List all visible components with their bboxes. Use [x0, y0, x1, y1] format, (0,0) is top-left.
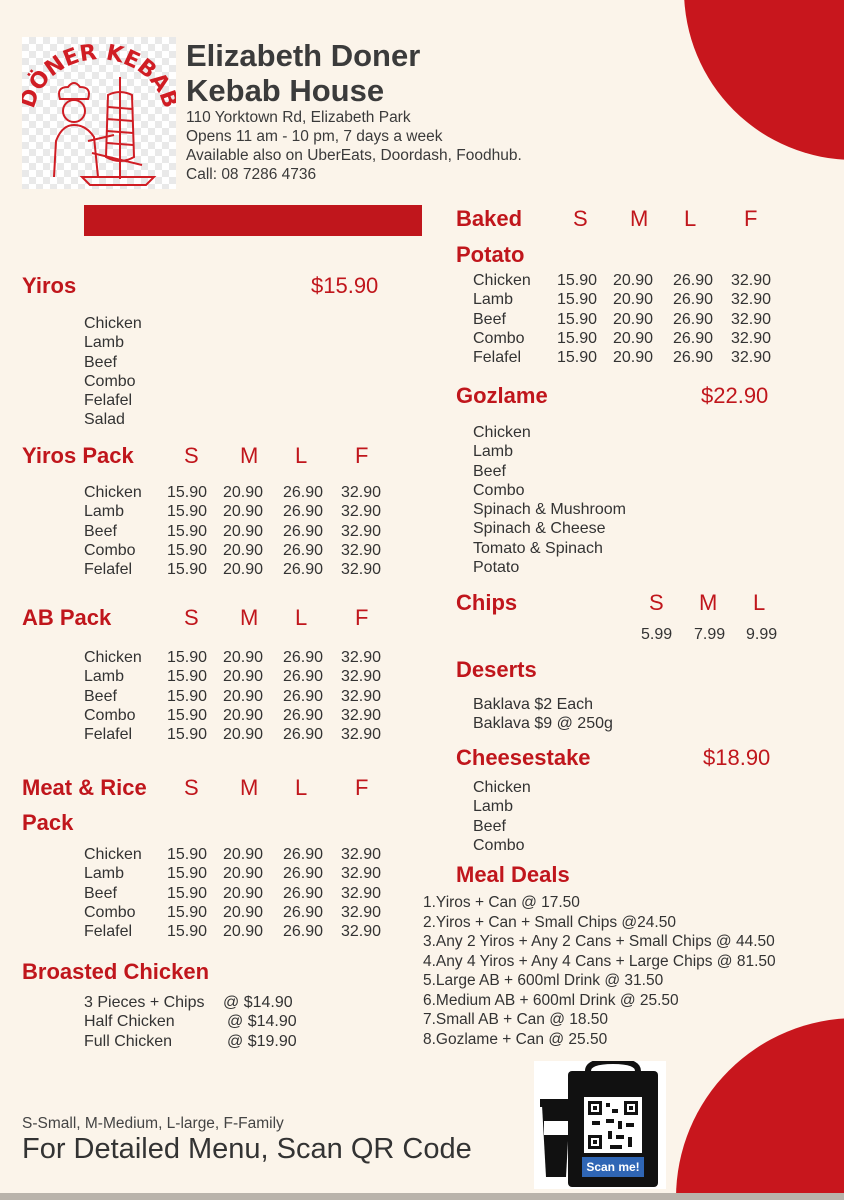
cheesestake-heading: Cheesestake: [456, 745, 591, 770]
list-item: Half Chicken: [84, 1013, 175, 1031]
table-cell-price: 15.90: [167, 503, 208, 521]
chips-size-l: L: [753, 590, 766, 615]
table-cell-price: 32.90: [341, 484, 382, 501]
table-cell-price: 15.90: [167, 726, 208, 744]
list-item: Beef: [473, 462, 506, 480]
list-item: 6.Medium AB + 600ml Drink @ 25.50: [423, 991, 679, 1009]
logo-text: ÖNER KEBA: [24, 40, 175, 97]
size-header-m: M: [240, 443, 259, 468]
scan-qr-text: For Detailed Menu, Scan QR Code: [22, 1133, 472, 1165]
baked-potato-heading-line2: Potato: [456, 242, 525, 267]
table-cell-price: 15.90: [167, 846, 208, 863]
table-cell-price: 15.90: [167, 561, 208, 579]
table-cell-price: 20.90: [223, 503, 264, 521]
yiros-heading: Yiros: [22, 273, 77, 298]
size-header-s: S: [184, 775, 199, 800]
list-item: 3 Pieces + Chips: [84, 994, 205, 1011]
table-cell-price: 32.90: [341, 561, 382, 579]
table-cell-price: 26.90: [673, 349, 714, 367]
doner-kebab-logo: [22, 37, 176, 189]
list-item: Lamb: [473, 443, 514, 461]
table-cell-price: 15.90: [557, 349, 598, 367]
table-cell-price: 15.90: [167, 687, 208, 705]
list-item: Baklava $9 @ 250g: [473, 715, 613, 733]
table-cell-price: 20.90: [223, 649, 264, 666]
table-row-name: Combo: [84, 706, 136, 724]
chips-price-l: 9.99: [746, 626, 778, 643]
table-row-name: Felafel: [473, 349, 522, 367]
list-item: Beef: [473, 817, 506, 835]
cheesestake-items: [473, 778, 531, 855]
shop-title: [186, 38, 486, 108]
item-price: @ $14.90: [223, 994, 293, 1011]
table-cell-price: 15.90: [167, 865, 208, 883]
table-cell-price: 26.90: [283, 484, 324, 501]
meat-rice-heading-line2: Pack: [22, 810, 74, 835]
table-cell-price: 32.90: [341, 541, 382, 559]
gozlame-heading: Gozlame: [456, 383, 548, 408]
table-cell-price: 26.90: [283, 726, 324, 744]
table-cell-price: 20.90: [613, 310, 654, 328]
list-item: Chicken: [84, 315, 142, 332]
table-cell-price: 32.90: [341, 903, 382, 921]
chips-size-s: S: [649, 590, 664, 615]
cheesestake-price: $18.90: [703, 745, 771, 770]
table-cell-price: 26.90: [673, 291, 714, 309]
table-cell-price: 15.90: [167, 706, 208, 724]
table-row-name: Lamb: [84, 668, 125, 686]
yiros-price: $15.90: [311, 273, 379, 298]
meal-deals-list: [423, 893, 776, 1049]
yiros-items: [84, 314, 142, 430]
table-row-name: Combo: [473, 329, 525, 347]
chips-heading: Chips: [456, 590, 518, 615]
list-item: Beef: [84, 353, 117, 371]
table-cell-price: 32.90: [341, 923, 382, 941]
list-item: 5.Large AB + 600ml Drink @ 31.50: [423, 972, 664, 989]
table-cell-price: 32.90: [341, 522, 382, 540]
table-row-name: Beef: [473, 310, 506, 328]
table-cell-price: 15.90: [167, 884, 208, 902]
table-cell-price: 32.90: [731, 310, 772, 328]
ab-pack-heading: AB Pack: [22, 605, 112, 630]
list-item: 2.Yiros + Can + Small Chips @24.50: [423, 913, 676, 931]
list-item: Chicken: [473, 424, 531, 441]
table-cell-price: 15.90: [167, 541, 208, 559]
table-cell-price: 15.90: [167, 484, 208, 501]
chips-price-s: 5.99: [641, 626, 673, 643]
table-cell-price: 15.90: [167, 649, 208, 666]
size-header-f: F: [355, 605, 369, 630]
table-cell-price: 20.90: [223, 561, 264, 579]
table-cell-price: 26.90: [283, 522, 324, 540]
table-row-name: Lamb: [84, 503, 125, 521]
table-row-name: Beef: [84, 522, 117, 540]
table-row-name: Beef: [84, 687, 117, 705]
table-cell-price: 26.90: [673, 272, 714, 289]
chips-price-m: 7.99: [694, 626, 726, 643]
table-cell-price: 32.90: [731, 329, 772, 347]
meal-deals-heading: Meal Deals: [456, 862, 570, 887]
list-item: 3.Any 2 Yiros + Any 2 Cans + Small Chips @ 44.50: [423, 933, 775, 950]
list-item: Combo: [84, 372, 136, 390]
table-cell-price: 20.90: [223, 884, 264, 902]
table-cell-price: 32.90: [341, 687, 382, 705]
list-item: Spinach & Mushroom: [473, 501, 626, 519]
table-cell-price: 26.90: [283, 649, 324, 666]
table-cell-price: 26.90: [283, 503, 324, 521]
shop-title-line1: Elizabeth Doner: [186, 38, 421, 73]
list-item: Potato: [473, 559, 520, 577]
table-cell-price: 26.90: [673, 329, 714, 347]
table-cell-price: 32.90: [341, 846, 382, 863]
table-row-name: Chicken: [473, 272, 531, 289]
table-cell-price: 26.90: [283, 923, 324, 941]
bottom-strip: [0, 1193, 844, 1200]
broasted-item-names: [84, 993, 205, 1051]
list-item: Baklava $2 Each: [473, 696, 594, 713]
gozlame-price: $22.90: [701, 383, 769, 408]
red-banner-bar: [84, 205, 422, 236]
size-header-l: L: [684, 206, 697, 231]
table-cell-price: 20.90: [613, 329, 654, 347]
table-cell-price: 32.90: [341, 726, 382, 744]
table-cell-price: 20.90: [223, 687, 264, 705]
table-cell-price: 15.90: [557, 310, 598, 328]
gozlame-items: [473, 423, 626, 577]
table-cell-price: 20.90: [613, 272, 654, 289]
shop-title-line2: Kebab House: [186, 73, 385, 108]
svg-text:DÖNER KEBAB: [22, 40, 176, 111]
table-cell-price: 26.90: [673, 310, 714, 328]
size-header-f: F: [355, 443, 369, 468]
table-cell-price: 32.90: [341, 865, 382, 883]
table-cell-price: 32.90: [731, 291, 772, 309]
table-cell-price: 32.90: [341, 668, 382, 686]
table-cell-price: 20.90: [223, 865, 264, 883]
size-header-s: S: [573, 206, 588, 231]
size-header-m: M: [630, 206, 649, 231]
chips-size-m: M: [699, 590, 718, 615]
size-header-m: M: [240, 605, 259, 630]
table-cell-price: 20.90: [613, 349, 654, 367]
decorative-circle-top-right: [684, 0, 844, 160]
list-item: Tomato & Spinach: [473, 539, 603, 557]
table-cell-price: 20.90: [223, 522, 264, 540]
yiros-pack-heading: Yiros Pack: [22, 443, 134, 468]
table-cell-price: 15.90: [557, 272, 598, 289]
size-header-l: L: [295, 775, 308, 800]
table-cell-price: 26.90: [283, 687, 324, 705]
item-price: @ $14.90: [227, 1013, 297, 1031]
table-cell-price: 15.90: [557, 329, 598, 347]
delivery-info: Available also on UberEats, Doordash, Foodhub.: [186, 147, 522, 164]
size-header-f: F: [355, 775, 369, 800]
list-item: Chicken: [473, 779, 531, 796]
table-cell-price: 20.90: [223, 903, 264, 921]
table-cell-price: 15.90: [167, 668, 208, 686]
address: 110 Yorktown Rd, Elizabeth Park: [186, 109, 411, 126]
size-header-m: M: [240, 775, 259, 800]
table-cell-price: 20.90: [223, 484, 264, 501]
table-cell-price: 15.90: [167, 903, 208, 921]
table-cell-price: 32.90: [341, 884, 382, 902]
size-header-l: L: [295, 605, 308, 630]
opening-hours: Opens 11 am - 10 pm, 7 days a week: [186, 128, 443, 145]
size-legend: S-Small, M-Medium, L-large, F-Family: [22, 1115, 284, 1132]
table-cell-price: 15.90: [557, 291, 598, 309]
table-cell-price: 26.90: [283, 884, 324, 902]
list-item: Lamb: [473, 798, 514, 816]
table-row-name: Chicken: [84, 649, 142, 666]
list-item: Full Chicken: [84, 1032, 173, 1050]
table-row-name: Lamb: [473, 291, 514, 309]
list-item: 8.Gozlame + Can @ 25.50: [423, 1030, 608, 1048]
table-cell-price: 20.90: [223, 726, 264, 744]
size-header-s: S: [184, 605, 199, 630]
table-cell-price: 15.90: [167, 923, 208, 941]
meat-rice-heading-line1: Meat & Rice: [22, 775, 147, 800]
table-cell-price: 15.90: [167, 522, 208, 540]
table-row-name: Felafel: [84, 561, 133, 579]
table-row-name: Combo: [84, 541, 136, 559]
baked-potato-heading-line1: Baked: [456, 206, 523, 231]
table-cell-price: 20.90: [223, 706, 264, 724]
deserts-heading: Deserts: [456, 657, 537, 682]
table-cell-price: 32.90: [341, 649, 382, 666]
list-item: Combo: [473, 481, 525, 499]
table-cell-price: 26.90: [283, 561, 324, 579]
size-header-l: L: [295, 443, 308, 468]
table-cell-price: 26.90: [283, 865, 324, 883]
table-row-name: Chicken: [84, 484, 142, 501]
table-cell-price: 20.90: [223, 923, 264, 941]
table-row-name: Felafel: [84, 923, 133, 941]
table-row-name: Beef: [84, 884, 117, 902]
table-row-name: Chicken: [84, 846, 142, 863]
table-cell-price: 32.90: [731, 349, 772, 367]
table-cell-price: 20.90: [223, 668, 264, 686]
table-cell-price: 26.90: [283, 668, 324, 686]
scan-me-label: Scan me!: [582, 1157, 644, 1177]
table-cell-price: 26.90: [283, 846, 324, 863]
list-item: 1.Yiros + Can @ 17.50: [423, 894, 580, 911]
table-row-name: Lamb: [84, 865, 125, 883]
broasted-item-prices: [223, 993, 297, 1051]
list-item: 7.Small AB + Can @ 18.50: [423, 1011, 609, 1028]
deserts-items: [473, 695, 613, 734]
table-cell-price: 32.90: [341, 706, 382, 724]
item-price: @ $19.90: [227, 1032, 297, 1050]
broasted-chicken-heading: Broasted Chicken: [22, 959, 210, 984]
table-cell-price: 26.90: [283, 706, 324, 724]
table-cell-price: 20.90: [223, 846, 264, 863]
table-cell-price: 32.90: [341, 503, 382, 521]
table-cell-price: 20.90: [613, 291, 654, 309]
list-item: Combo: [473, 836, 525, 854]
table-cell-price: 32.90: [731, 272, 772, 289]
table-row-name: Combo: [84, 903, 136, 921]
list-item: Spinach & Cheese: [473, 520, 606, 538]
list-item: Lamb: [84, 334, 125, 352]
table-row-name: Felafel: [84, 726, 133, 744]
size-header-s: S: [184, 443, 199, 468]
list-item: 4.Any 4 Yiros + Any 4 Cans + Large Chips @ 81.50: [423, 952, 776, 970]
list-item: Felafel: [84, 392, 133, 410]
table-cell-price: 26.90: [283, 541, 324, 559]
table-cell-price: 20.90: [223, 541, 264, 559]
phone-number: Call: 08 7286 4736: [186, 166, 317, 183]
size-header-f: F: [744, 206, 758, 231]
table-cell-price: 26.90: [283, 903, 324, 921]
list-item: Salad: [84, 411, 125, 429]
